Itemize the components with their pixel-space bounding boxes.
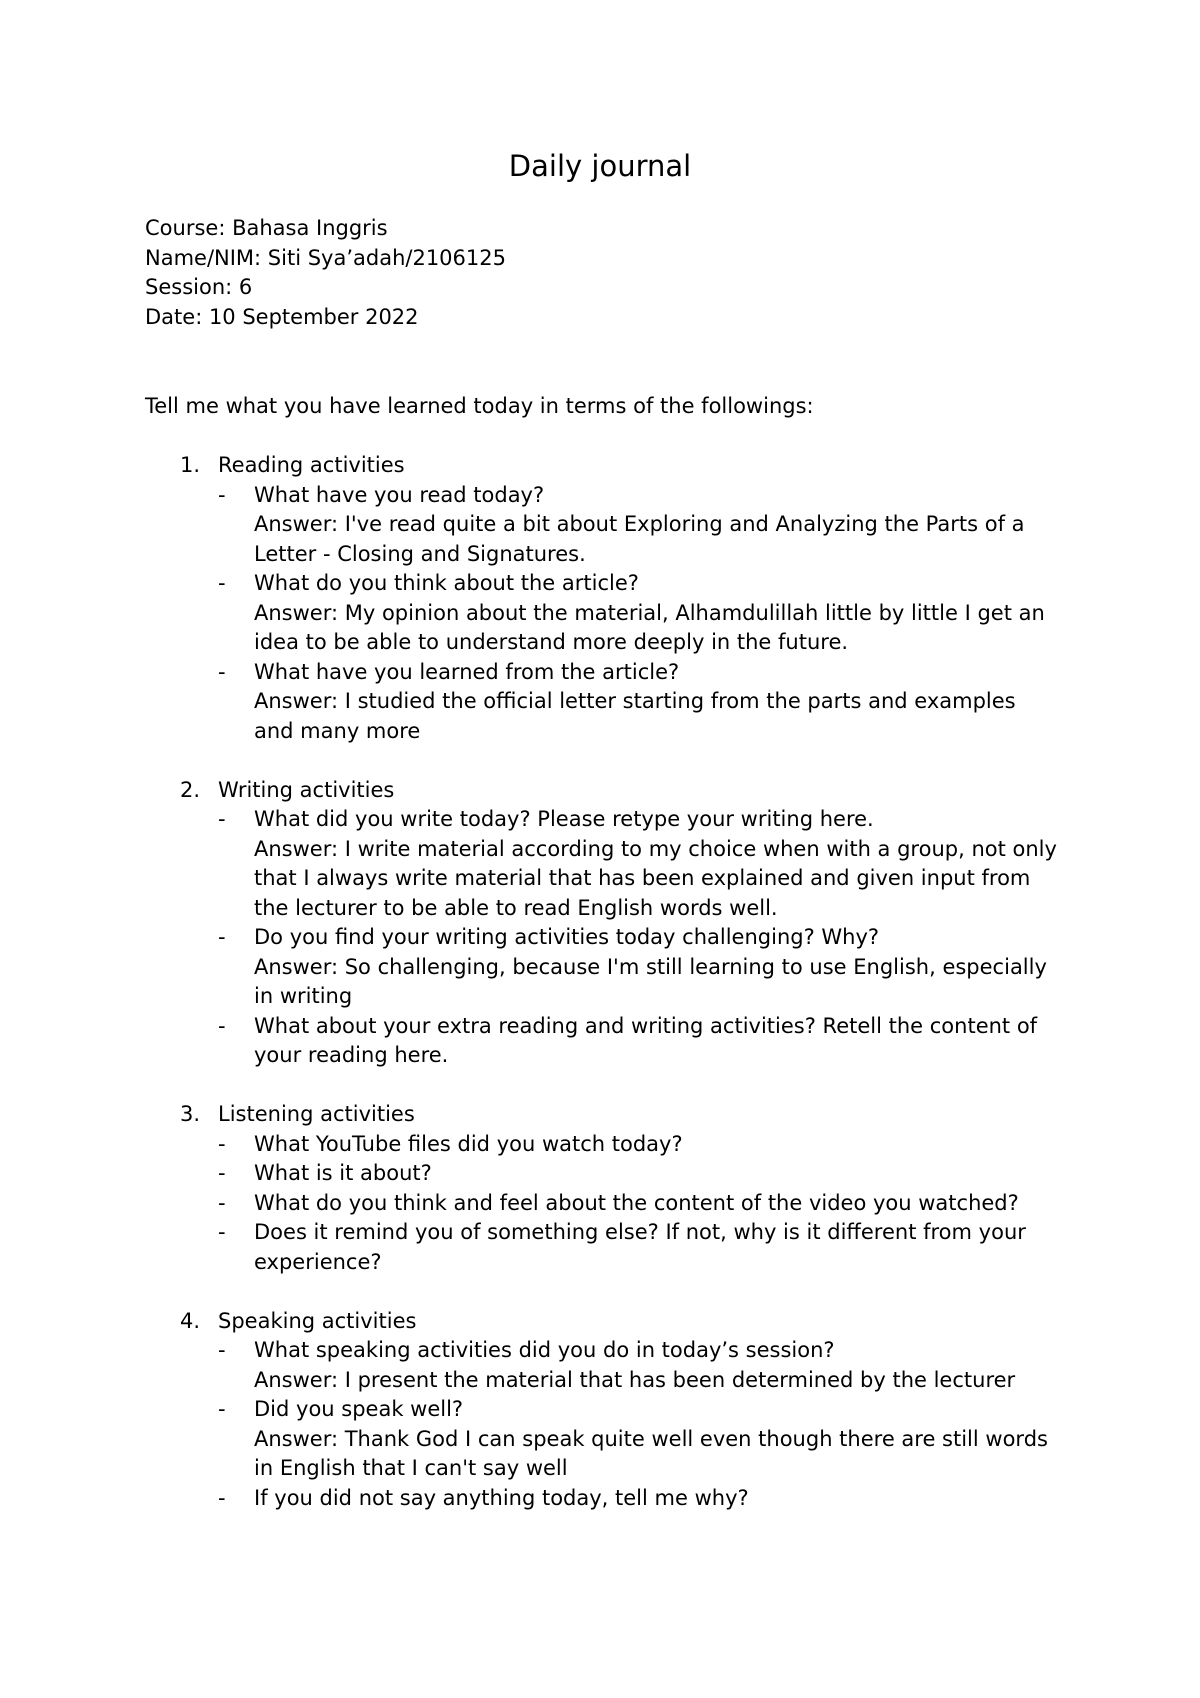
list-item	[218, 1189, 1060, 1219]
dash-bullet: -	[218, 1013, 226, 1038]
list-item	[218, 1336, 1060, 1395]
section-number: 4.	[180, 1308, 201, 1333]
dash-bullet: -	[218, 1131, 226, 1156]
list-item	[218, 923, 1060, 1012]
section-number: 2.	[180, 777, 201, 802]
dash-bullet: -	[218, 482, 226, 507]
question-text: Did you speak well?	[254, 1397, 464, 1421]
list-item	[218, 481, 1060, 570]
dash-bullet: -	[218, 807, 226, 831]
question-text: What about your extra reading and writing activities? Retell the content of your reading here.	[254, 1013, 1038, 1067]
list-item	[218, 658, 1060, 747]
question-list	[218, 805, 1060, 1071]
answer-text: Answer: I've read quite a bit about Exploring and Analyzing the Parts of a Letter - Closing and Signatures.	[254, 512, 1025, 566]
section-heading	[180, 451, 1060, 481]
section-number: 1.	[180, 453, 201, 477]
section-title: Writing activities	[218, 777, 395, 802]
section-reading	[180, 451, 1060, 746]
section-title: Listening activities	[218, 1102, 415, 1126]
answer-text: Answer: So challenging, because I'm still learning to use English, especially in writing	[254, 954, 1047, 1008]
list-item	[218, 1395, 1060, 1484]
section-listening	[180, 1100, 1060, 1277]
question-text: Does it remind you of something else? If not, why is it different from your experience?	[254, 1220, 1026, 1274]
question-text: What YouTube files did you watch today?	[254, 1131, 683, 1156]
section-title: Speaking activities	[218, 1308, 417, 1333]
course-line: Course: Bahasa Inggris	[145, 216, 388, 240]
answer-text: Answer: I studied the official letter starting from the parts and examples and many more	[254, 689, 1016, 743]
dash-bullet: -	[218, 925, 226, 949]
dash-bullet: -	[218, 571, 226, 595]
session-line: Session: 6	[145, 275, 253, 299]
list-item	[218, 1218, 1060, 1277]
question-text: What have you read today?	[254, 482, 545, 507]
intro-text: Tell me what you have learned today in terms of the followings:	[145, 394, 814, 418]
section-heading	[180, 776, 1060, 806]
question-text: What did you write today? Please retype your writing here.	[254, 807, 874, 831]
list-item	[218, 1012, 1060, 1071]
dash-bullet: -	[218, 1397, 226, 1421]
list-item	[218, 805, 1060, 923]
question-text: If you did not say anything today, tell me why?	[254, 1485, 749, 1510]
question-text: Do you find your writing activities today challenging? Why?	[254, 925, 880, 949]
section-number: 3.	[180, 1102, 201, 1126]
dash-bullet: -	[218, 1485, 226, 1510]
page-title: Daily journal	[508, 149, 692, 183]
question-text: What do you think about the article?	[254, 571, 639, 595]
list-item	[218, 1159, 1060, 1189]
journal-meta	[145, 214, 506, 332]
section-title: Reading activities	[218, 453, 405, 477]
answer-text: Answer: I present the material that has been determined by the lecturer	[254, 1367, 1016, 1392]
section-heading	[180, 1307, 1060, 1337]
answer-text: Answer: My opinion about the material, Alhamdulillah little by little I get an idea to be able to understand more deeply in the future.	[254, 600, 1045, 654]
list-item	[218, 569, 1060, 658]
list-item	[218, 1484, 1060, 1514]
section-speaking	[180, 1307, 1060, 1514]
section-writing	[180, 776, 1060, 1071]
dash-bullet: -	[218, 1338, 226, 1362]
question-text: What do you think and feel about the content of the video you watched?	[254, 1190, 1019, 1215]
name-line: Name/NIM: Siti Sya’adah/2106125	[145, 245, 506, 270]
question-text: What have you learned from the article?	[254, 659, 680, 684]
answer-text: Answer: Thank God I can speak quite well even though there are still words in English that I can't say well	[254, 1426, 1048, 1480]
answer-text: Answer: I write material according to my choice when with a group, not only that I always write material that has been explained and given input from the lecturer to be able to read English words well.	[254, 836, 1057, 920]
question-text: What speaking activities did you do in today’s session?	[254, 1338, 835, 1362]
list-item	[218, 1130, 1060, 1160]
dash-bullet: -	[218, 1190, 226, 1215]
question-list	[218, 481, 1060, 747]
question-list	[218, 1336, 1060, 1513]
section-heading	[180, 1100, 1060, 1130]
dash-bullet: -	[218, 1220, 226, 1244]
question-list	[218, 1130, 1060, 1278]
date-line: Date: 10 September 2022	[145, 304, 419, 329]
question-text: What is it about?	[254, 1161, 432, 1185]
dash-bullet: -	[218, 1161, 226, 1185]
dash-bullet: -	[218, 659, 226, 684]
activity-sections	[180, 451, 1060, 1543]
